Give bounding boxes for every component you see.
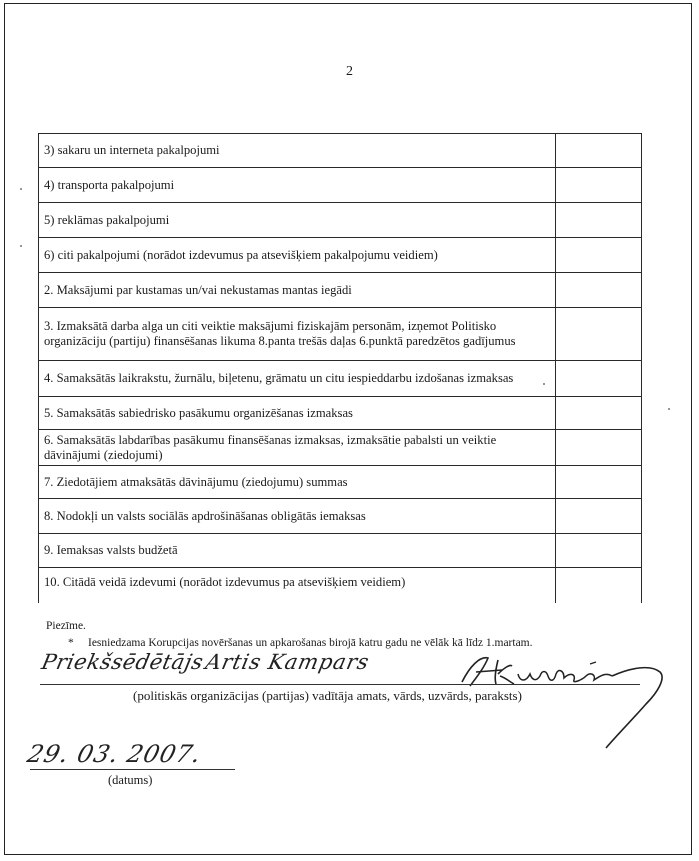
row-value [556, 203, 641, 237]
row-label: 3) sakaru un interneta pakalpojumi [39, 134, 556, 167]
row-value [556, 168, 641, 202]
table-row [39, 397, 641, 430]
signature-caption: (politiskās organizācijas (partijas) vadītāja amats, vārds, uzvārds, paraksts) [133, 688, 522, 703]
date-caption: (datums) [108, 773, 153, 787]
row-label: 5) reklāmas pakalpojumi [39, 203, 556, 237]
table-row [39, 361, 641, 397]
table-row [39, 308, 641, 361]
note-title: Piezīme. [46, 620, 86, 632]
row-value [556, 466, 641, 498]
row-value [556, 308, 641, 360]
scan-speck [543, 383, 545, 385]
note-body: Iesniedzama Korupcijas novēršanas un apkarošanas birojā katru gadu ne vēlāk kā līdz 1.martam. [88, 637, 533, 649]
row-label: 5. Samaksātās sabiedrisko pasākumu organizēšanas izmaksas [39, 397, 556, 429]
row-value [556, 430, 641, 465]
row-value [556, 238, 641, 272]
row-label: 3. Izmaksātā darba alga un citi veiktie maksājumi fiziskajām personām, izņemot Politisko organizāciju (partiju) finansēšanas likuma 8.panta trešās daļas 6.punktā paredzētos gadījumus [39, 308, 556, 360]
table-row [39, 238, 641, 273]
row-value [556, 534, 641, 567]
row-value [556, 499, 641, 533]
table-row [39, 134, 641, 168]
row-label: 8. Nodokļi un valsts sociālās apdrošināšanas obligātās iemaksas [39, 499, 556, 533]
row-value [556, 361, 641, 396]
table-row [39, 203, 641, 238]
row-label: 4. Samaksātās laikrakstu, žurnālu, biļetenu, grāmatu un citu iespieddarbu izdošanas izmaksas [39, 361, 556, 396]
table-row [39, 430, 641, 466]
scan-speck [20, 188, 22, 190]
handwritten-title: Priekšsēdētājs [39, 650, 206, 674]
page-number: 2 [346, 64, 353, 79]
scan-speck [20, 245, 22, 247]
row-value [556, 397, 641, 429]
table-row [39, 466, 641, 499]
table-row [39, 168, 641, 203]
date-line [30, 769, 235, 770]
row-value [556, 273, 641, 307]
row-label: 6) citi pakalpojumi (norādot izdevumus pa atsevišķiem pakalpojumu veidiem) [39, 238, 556, 272]
row-value [556, 568, 641, 603]
table-row [39, 499, 641, 534]
signature-line [40, 684, 640, 685]
row-label: 6. Samaksātās labdarības pasākumu finansēšanas izmaksas, izmaksātie pabalsti un veiktie dāvinājumi (ziedojumi) [39, 430, 556, 465]
handwritten-name: Artis Kampars [203, 650, 372, 674]
table-row [39, 534, 641, 568]
handwritten-date: 29. 03. 2007. [24, 740, 205, 768]
scan-speck [668, 408, 670, 410]
row-value [556, 134, 641, 167]
table-row [39, 568, 641, 603]
row-label: 9. Iemaksas valsts budžetā [39, 534, 556, 567]
note-marker: * [68, 637, 74, 649]
row-label: 4) transporta pakalpojumi [39, 168, 556, 202]
table-row [39, 273, 641, 308]
row-label: 2. Maksājumi par kustamas un/vai nekustamas mantas iegādi [39, 273, 556, 307]
row-label: 7. Ziedotājiem atmaksātās dāvinājumu (ziedojumu) summas [39, 466, 556, 498]
expenses-table [38, 133, 642, 603]
row-label: 10. Citādā veidā izdevumi (norādot izdevumus pa atsevišķiem veidiem) [39, 568, 556, 603]
